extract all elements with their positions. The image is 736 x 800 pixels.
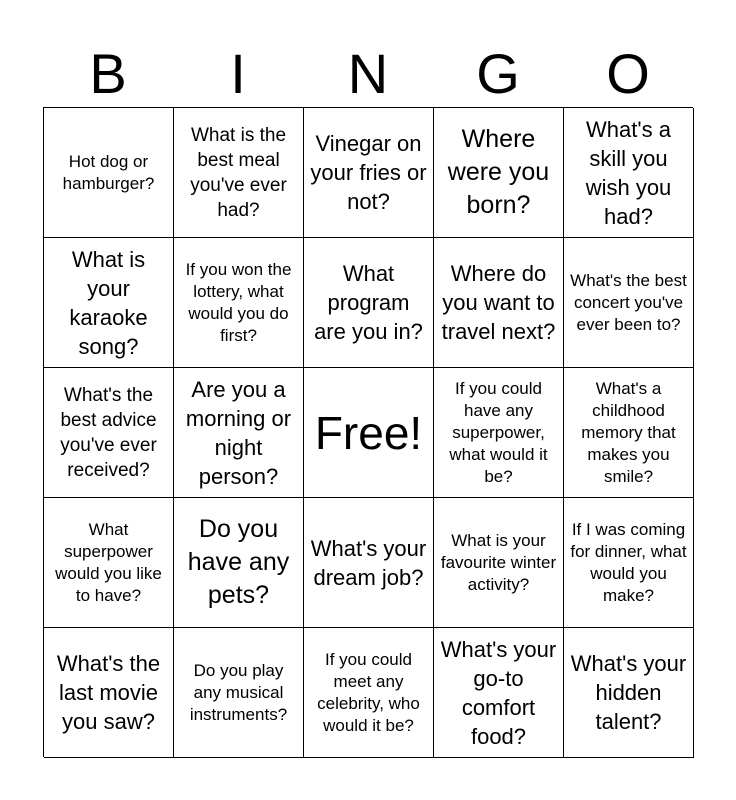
bingo-cell-r5-c4[interactable] [434,628,564,758]
bingo-cell-r4-c5[interactable] [564,498,694,628]
bingo-cell-r4-c3[interactable] [304,498,434,628]
cell-text: What is the best meal you've ever had? [190,124,287,221]
cell-text: What's your dream job? [310,535,427,590]
bingo-cell-free-space[interactable] [304,368,434,498]
bingo-cell-r3-c5[interactable] [564,368,694,498]
bingo-cell-r5-c3[interactable] [304,628,434,758]
header-letter-n: N [347,42,389,105]
bingo-cell-r1-c3[interactable] [304,108,434,238]
bingo-cell-r3-c4[interactable] [434,368,564,498]
cell-text: Are you a morning or night person? [185,376,292,489]
cell-text: What's your go-to comfort food? [440,636,557,749]
cell-text: What program are you in? [314,261,423,344]
bingo-cell-r2-c3[interactable] [304,238,434,368]
cell-text: Do you play any musical instruments? [189,660,288,724]
bingo-cell-r2-c2[interactable] [174,238,304,368]
header-letter-b: B [89,42,127,105]
cell-text: If you could have any superpower, what would it be? [449,378,548,486]
bingo-cell-r3-c2[interactable] [174,368,304,498]
bingo-cell-r1-c1[interactable] [44,108,174,238]
free-space-text: Free! [314,406,423,459]
cell-text: What is your favourite winter activity? [440,530,557,594]
cell-text: What's your hidden talent? [570,651,687,734]
cell-text: What's a childhood memory that makes you smile? [581,378,676,486]
bingo-cell-r3-c1[interactable] [44,368,174,498]
cell-text: If you could meet any celebrity, who would it be? [317,649,420,735]
bingo-header [43,40,693,108]
cell-text: What's the best advice you've ever received? [60,384,157,481]
cell-text: If I was coming for dinner, what would you make? [570,519,687,605]
header-letter-g: G [476,42,520,105]
bingo-cell-r2-c4[interactable] [434,238,564,368]
bingo-cell-r4-c1[interactable] [44,498,174,628]
cell-text: What is your karaoke song? [69,246,148,359]
cell-text: Vinegar on your fries or not? [310,131,427,214]
bingo-cell-r1-c5[interactable] [564,108,694,238]
bingo-cell-r2-c5[interactable] [564,238,694,368]
cell-text: Do you have any pets? [187,515,290,609]
header-letter-i: I [230,42,246,105]
cell-text: Where do you want to travel next? [441,261,556,344]
bingo-cell-r4-c2[interactable] [174,498,304,628]
cell-text: Hot dog or hamburger? [62,151,155,193]
bingo-cell-r5-c2[interactable] [174,628,304,758]
cell-text: What's a skill you wish you had? [585,116,672,229]
bingo-cell-r5-c1[interactable] [44,628,174,758]
cell-text: What's the last movie you saw? [56,651,161,734]
bingo-cell-r5-c5[interactable] [564,628,694,758]
bingo-cell-r2-c1[interactable] [44,238,174,368]
bingo-cell-r1-c4[interactable] [434,108,564,238]
bingo-cell-r4-c4[interactable] [434,498,564,628]
cell-text: Where were you born? [447,125,550,219]
cell-text: If you won the lottery, what would you do first? [185,259,292,345]
bingo-cell-r1-c2[interactable] [174,108,304,238]
cell-text: What superpower would you like to have? [55,519,162,605]
cell-text: What's the best concert you've ever been to? [570,270,687,334]
header-letter-o: O [606,42,650,105]
bingo-card-grid [43,107,693,757]
